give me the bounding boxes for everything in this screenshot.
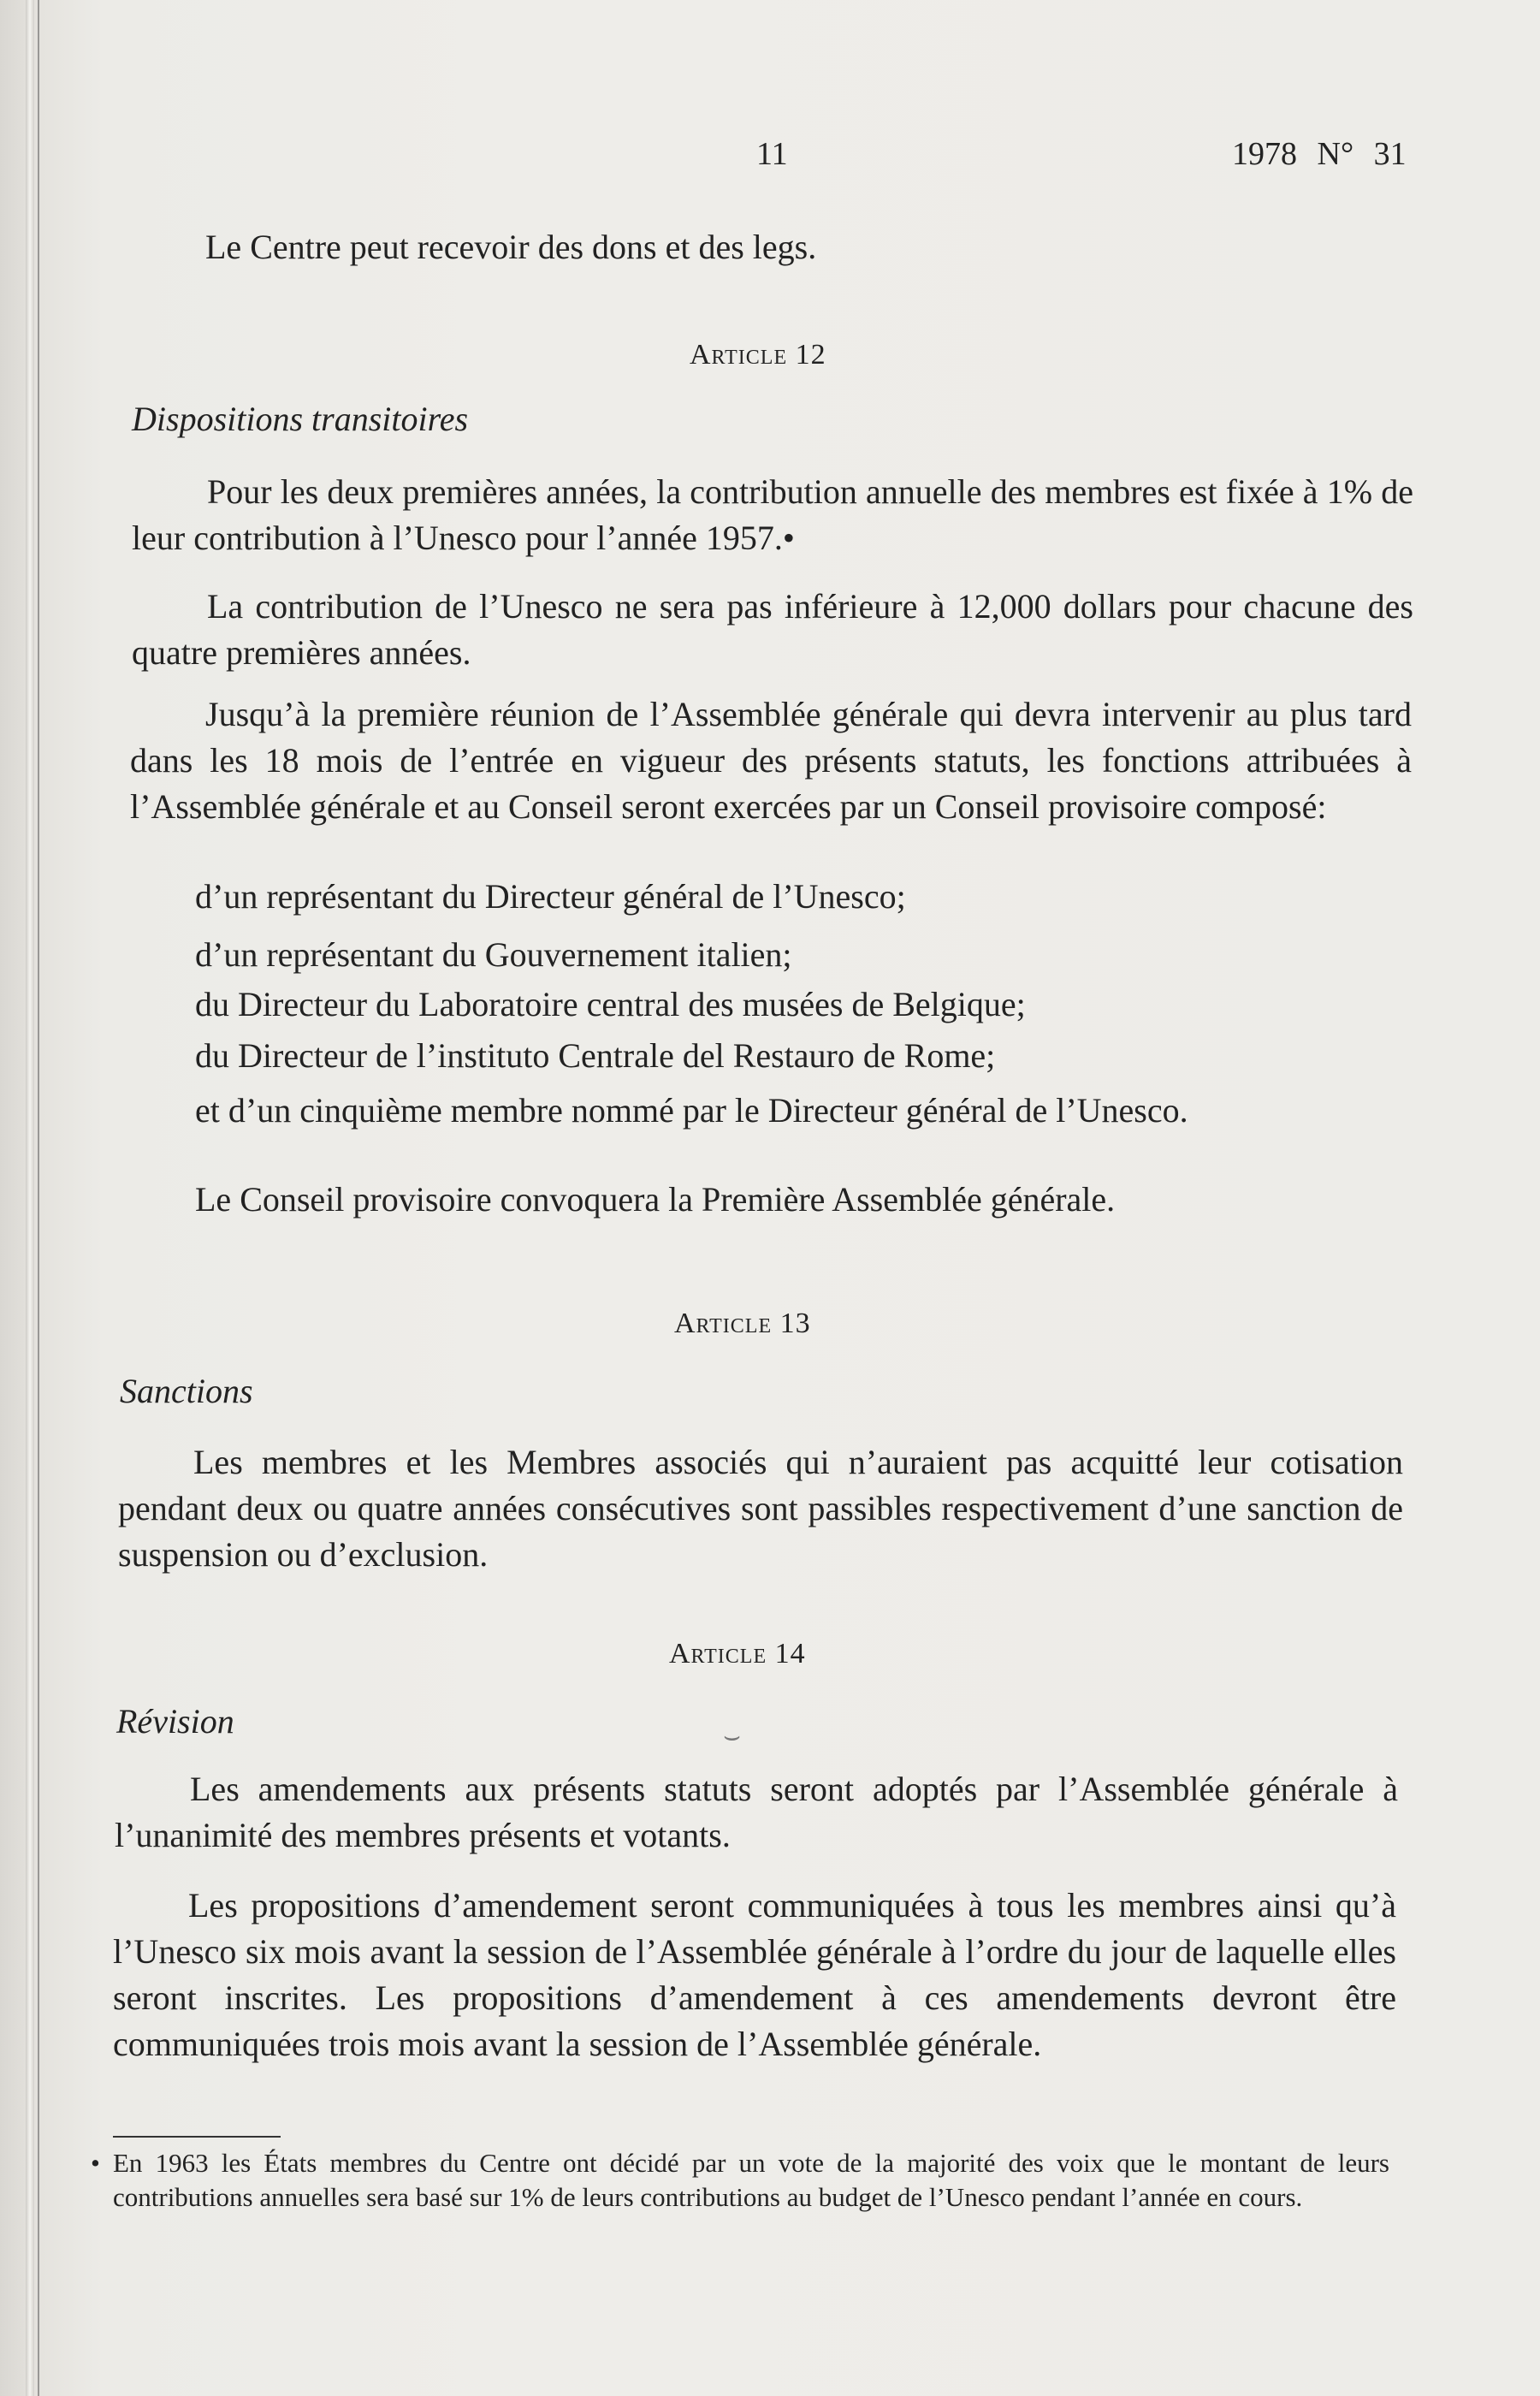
article-13-heading: Article 13 — [674, 1308, 811, 1339]
footnote-rule — [113, 2136, 281, 2138]
binding-gutter — [26, 0, 34, 2396]
article-14-paragraph-1: Les amendements aux présents statuts seront adoptés par l’Assemblée générale à l’unanimité des membres présents et votants. — [115, 1770, 1398, 1854]
footnote-marker: • — [91, 2148, 100, 2178]
binding-edge — [38, 0, 39, 2396]
intro-paragraph: Le Centre peut recevoir des dons et des legs. — [205, 228, 817, 266]
article-13-title: Sanctions — [120, 1372, 253, 1410]
page-number: 11 — [756, 136, 788, 172]
document-reference: 1978 N° 31 — [1232, 136, 1407, 172]
ink-mark: ⌣ — [723, 1720, 742, 1751]
article-14-paragraph-2: Les propositions d’amendement seront communiquées à tous les membres ainsi qu’à l’Unesco six mois avant la session de l’Assemblée générale à l’ordre du jour de laquelle elles seront inscrites. Les propositions d’amendement à ces amendements devront être communiquées trois mois avant la session de l’Assemblée générale. — [113, 1886, 1396, 2063]
article-12-paragraph-2: La contribution de l’Unesco ne sera pas inférieure à 12,000 dollars pour chacune des quatre premières années. — [132, 587, 1413, 672]
article-14-title: Révision — [116, 1702, 234, 1741]
council-member-3: du Directeur du Laboratoire central des musées de Belgique; — [195, 985, 1026, 1023]
article-12-paragraph-1: Pour les deux premières années, la contribution annuelle des membres est fixée à 1% de leur contribution à l’Unesco pour l’année 1957.• — [132, 472, 1413, 557]
council-member-4: du Directeur de l’instituto Centrale del Restauro de Rome; — [195, 1036, 996, 1075]
council-member-1: d’un représentant du Directeur général de l’Unesco; — [195, 877, 906, 916]
article-12-paragraph-3: Jusqu’à la première réunion de l’Assemblée générale qui devra intervenir au plus tard dans les 18 mois de l’entrée en vigueur des présents statuts, les fonctions attribuées à l’Assemblée générale et au Conseil seront exercées par un Conseil provisoire composé: — [130, 695, 1412, 826]
article-14-heading: Article 14 — [669, 1638, 806, 1669]
footnote — [91, 2146, 1389, 2215]
article-12-closing: Le Conseil provisoire convoquera la Première Assemblée générale. — [195, 1180, 1116, 1219]
council-member-2: d’un représentant du Gouvernement italien; — [195, 935, 792, 974]
footnote-text: En 1963 les États membres du Centre ont décidé par un vote de la majorité des voix que le montant de leurs contributions annuelles sera basé sur 1% de leurs contributions au budget de l’Unesco pendant l’année en cours. — [113, 2148, 1389, 2212]
council-member-5: et d’un cinquième membre nommé par le Directeur général de l’Unesco. — [195, 1091, 1188, 1130]
article-12-heading: Article 12 — [690, 339, 826, 371]
article-12-title: Dispositions transitoires — [132, 400, 469, 438]
article-13-paragraph-1: Les membres et les Membres associés qui n’auraient pas acquitté leur cotisation pendant deux ou quatre années consécutives sont passibles respectivement d’une sanction de suspension ou d’exclusion. — [118, 1443, 1403, 1574]
